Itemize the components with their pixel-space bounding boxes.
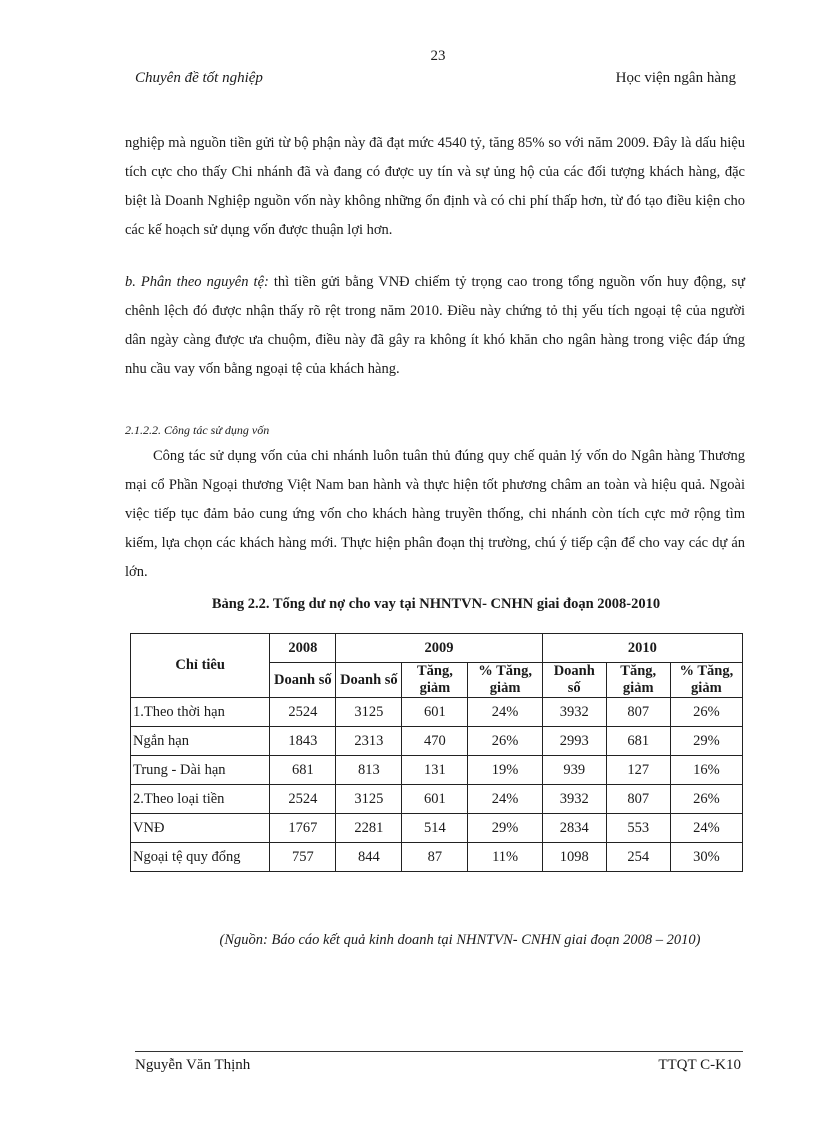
header-year-2010: 2010	[542, 634, 742, 663]
row-label: 2.Theo loại tiền	[131, 785, 270, 814]
header-year-2009: 2009	[336, 634, 542, 663]
cell: 757	[270, 843, 336, 872]
cell: 1098	[542, 843, 606, 872]
table-row	[131, 843, 743, 872]
cell: 844	[336, 843, 402, 872]
cell: 2524	[270, 785, 336, 814]
table-row	[131, 785, 743, 814]
footer-class: TTQT C-K10	[658, 1057, 741, 1073]
footer-author: Nguyễn Văn Thịnh	[135, 1057, 251, 1073]
row-label: Trung - Dài hạn	[131, 756, 270, 785]
cell: 3125	[336, 698, 402, 727]
subheader-doanh-so: Doanh số	[542, 663, 606, 698]
cell: 2834	[542, 814, 606, 843]
cell: 1767	[270, 814, 336, 843]
cell: 127	[606, 756, 670, 785]
cell: 19%	[468, 756, 542, 785]
cell: 2993	[542, 727, 606, 756]
cell: 87	[402, 843, 468, 872]
cell: 254	[606, 843, 670, 872]
subheader-pct: % Tăng, giảm	[670, 663, 742, 698]
table-caption: Bảng 2.2. Tổng dư nợ cho vay tại NHNTVN- CNHN giai đoạn 2008-2010	[211, 596, 661, 612]
cell: 3125	[336, 785, 402, 814]
cell: 24%	[468, 698, 542, 727]
cell: 807	[606, 785, 670, 814]
cell: 1843	[270, 727, 336, 756]
paragraph-2	[125, 268, 745, 384]
cell: 11%	[468, 843, 542, 872]
row-label: VNĐ	[131, 814, 270, 843]
table-row	[131, 698, 743, 727]
cell: 514	[402, 814, 468, 843]
source-note: (Nguồn: Báo cáo kết quả kinh doanh tại NHNTVN- CNHN giai đoạn 2008 – 2010)	[219, 932, 701, 948]
header-year-2008: 2008	[270, 634, 336, 663]
cell: 470	[402, 727, 468, 756]
subheader-tang-giam: Tăng, giảm	[606, 663, 670, 698]
subheader-doanh-so: Doanh số	[270, 663, 336, 698]
cell: 30%	[670, 843, 742, 872]
subheader-tang-giam: Tăng, giảm	[402, 663, 468, 698]
paragraph-1: nghiệp mà nguồn tiền gửi từ bộ phận này đã đạt mức 4540 tỷ, tăng 85% so với năm 2009. Đây là dấu hiệu tích cực cho thấy Chi nhánh đã và đang có được uy tín và sự ủng hộ của các đối tượng khách hàng, đặc biệt là Doanh Nghiệp nguồn vốn này không những ổn định và có chi phí thấp hơn, từ đó tạo điều kiện cho các kế hoạch sử dụng vốn được thuận lợi hơn.	[125, 135, 745, 238]
cell: 26%	[670, 698, 742, 727]
cell: 24%	[670, 814, 742, 843]
cell: 2281	[336, 814, 402, 843]
cell: 26%	[670, 785, 742, 814]
cell: 16%	[670, 756, 742, 785]
cell: 939	[542, 756, 606, 785]
cell: 553	[606, 814, 670, 843]
cell: 813	[336, 756, 402, 785]
header-indicator: Chỉ tiêu	[131, 634, 270, 698]
subheader-pct: % Tăng, giảm	[468, 663, 542, 698]
header-left: Chuyên đề tốt nghiệp	[135, 70, 263, 86]
row-label: 1.Theo thời hạn	[131, 698, 270, 727]
header-right: Học viện ngân hàng	[615, 70, 736, 86]
cell: 2524	[270, 698, 336, 727]
table-row	[131, 756, 743, 785]
cell: 601	[402, 785, 468, 814]
paragraph-2-lead: b. Phân theo nguyên tệ:	[125, 274, 269, 290]
cell: 3932	[542, 698, 606, 727]
subheader-doanh-so: Doanh số	[336, 663, 402, 698]
cell: 26%	[468, 727, 542, 756]
table-row	[131, 814, 743, 843]
section-heading: 2.1.2.2. Công tác sử dụng vốn	[125, 423, 270, 437]
cell: 24%	[468, 785, 542, 814]
row-label: Ngoại tệ quy đổng	[131, 843, 270, 872]
cell: 681	[606, 727, 670, 756]
cell: 681	[270, 756, 336, 785]
cell: 807	[606, 698, 670, 727]
cell: 2313	[336, 727, 402, 756]
loan-table	[130, 633, 743, 872]
footer-divider	[135, 1051, 743, 1052]
cell: 29%	[468, 814, 542, 843]
page-number: 23	[430, 48, 446, 64]
paragraph-2-text: thì tiền gửi bằng VNĐ chiếm tỷ trọng cao trong tổng nguồn vốn huy động, sự chênh lệch đó được nhận thấy rõ rệt trong năm 2010. Điều này chứng tỏ thị yếu tích ngoại tệ của người dân ngày càng được ưa chuộm, điều này đã gây ra không ít khó khăn cho ngân hàng trong việc đáp ứng nhu cầu vay vốn bằng ngoại tệ của khách hàng.	[125, 274, 745, 377]
row-label: Ngắn hạn	[131, 727, 270, 756]
cell: 601	[402, 698, 468, 727]
cell: 131	[402, 756, 468, 785]
cell: 3932	[542, 785, 606, 814]
cell: 29%	[670, 727, 742, 756]
paragraph-3: Công tác sử dụng vốn của chi nhánh luôn tuân thủ đúng quy chế quản lý vốn do Ngân hàng Thương mại cổ Phần Ngoại thương Việt Nam ban hành và thực hiện tốt phương châm an toàn và hiệu quả. Ngoài việc tiếp tục đảm bảo cung ứng vốn cho khách hàng truyền thống, chi nhánh còn tích cực mở rộng tìm kiếm, lựa chọn các khách hàng mới. Thực hiện phân đoạn thị trường, chú ý tiếp cận để cho vay các dự án lớn.	[125, 448, 745, 580]
table-row	[131, 727, 743, 756]
